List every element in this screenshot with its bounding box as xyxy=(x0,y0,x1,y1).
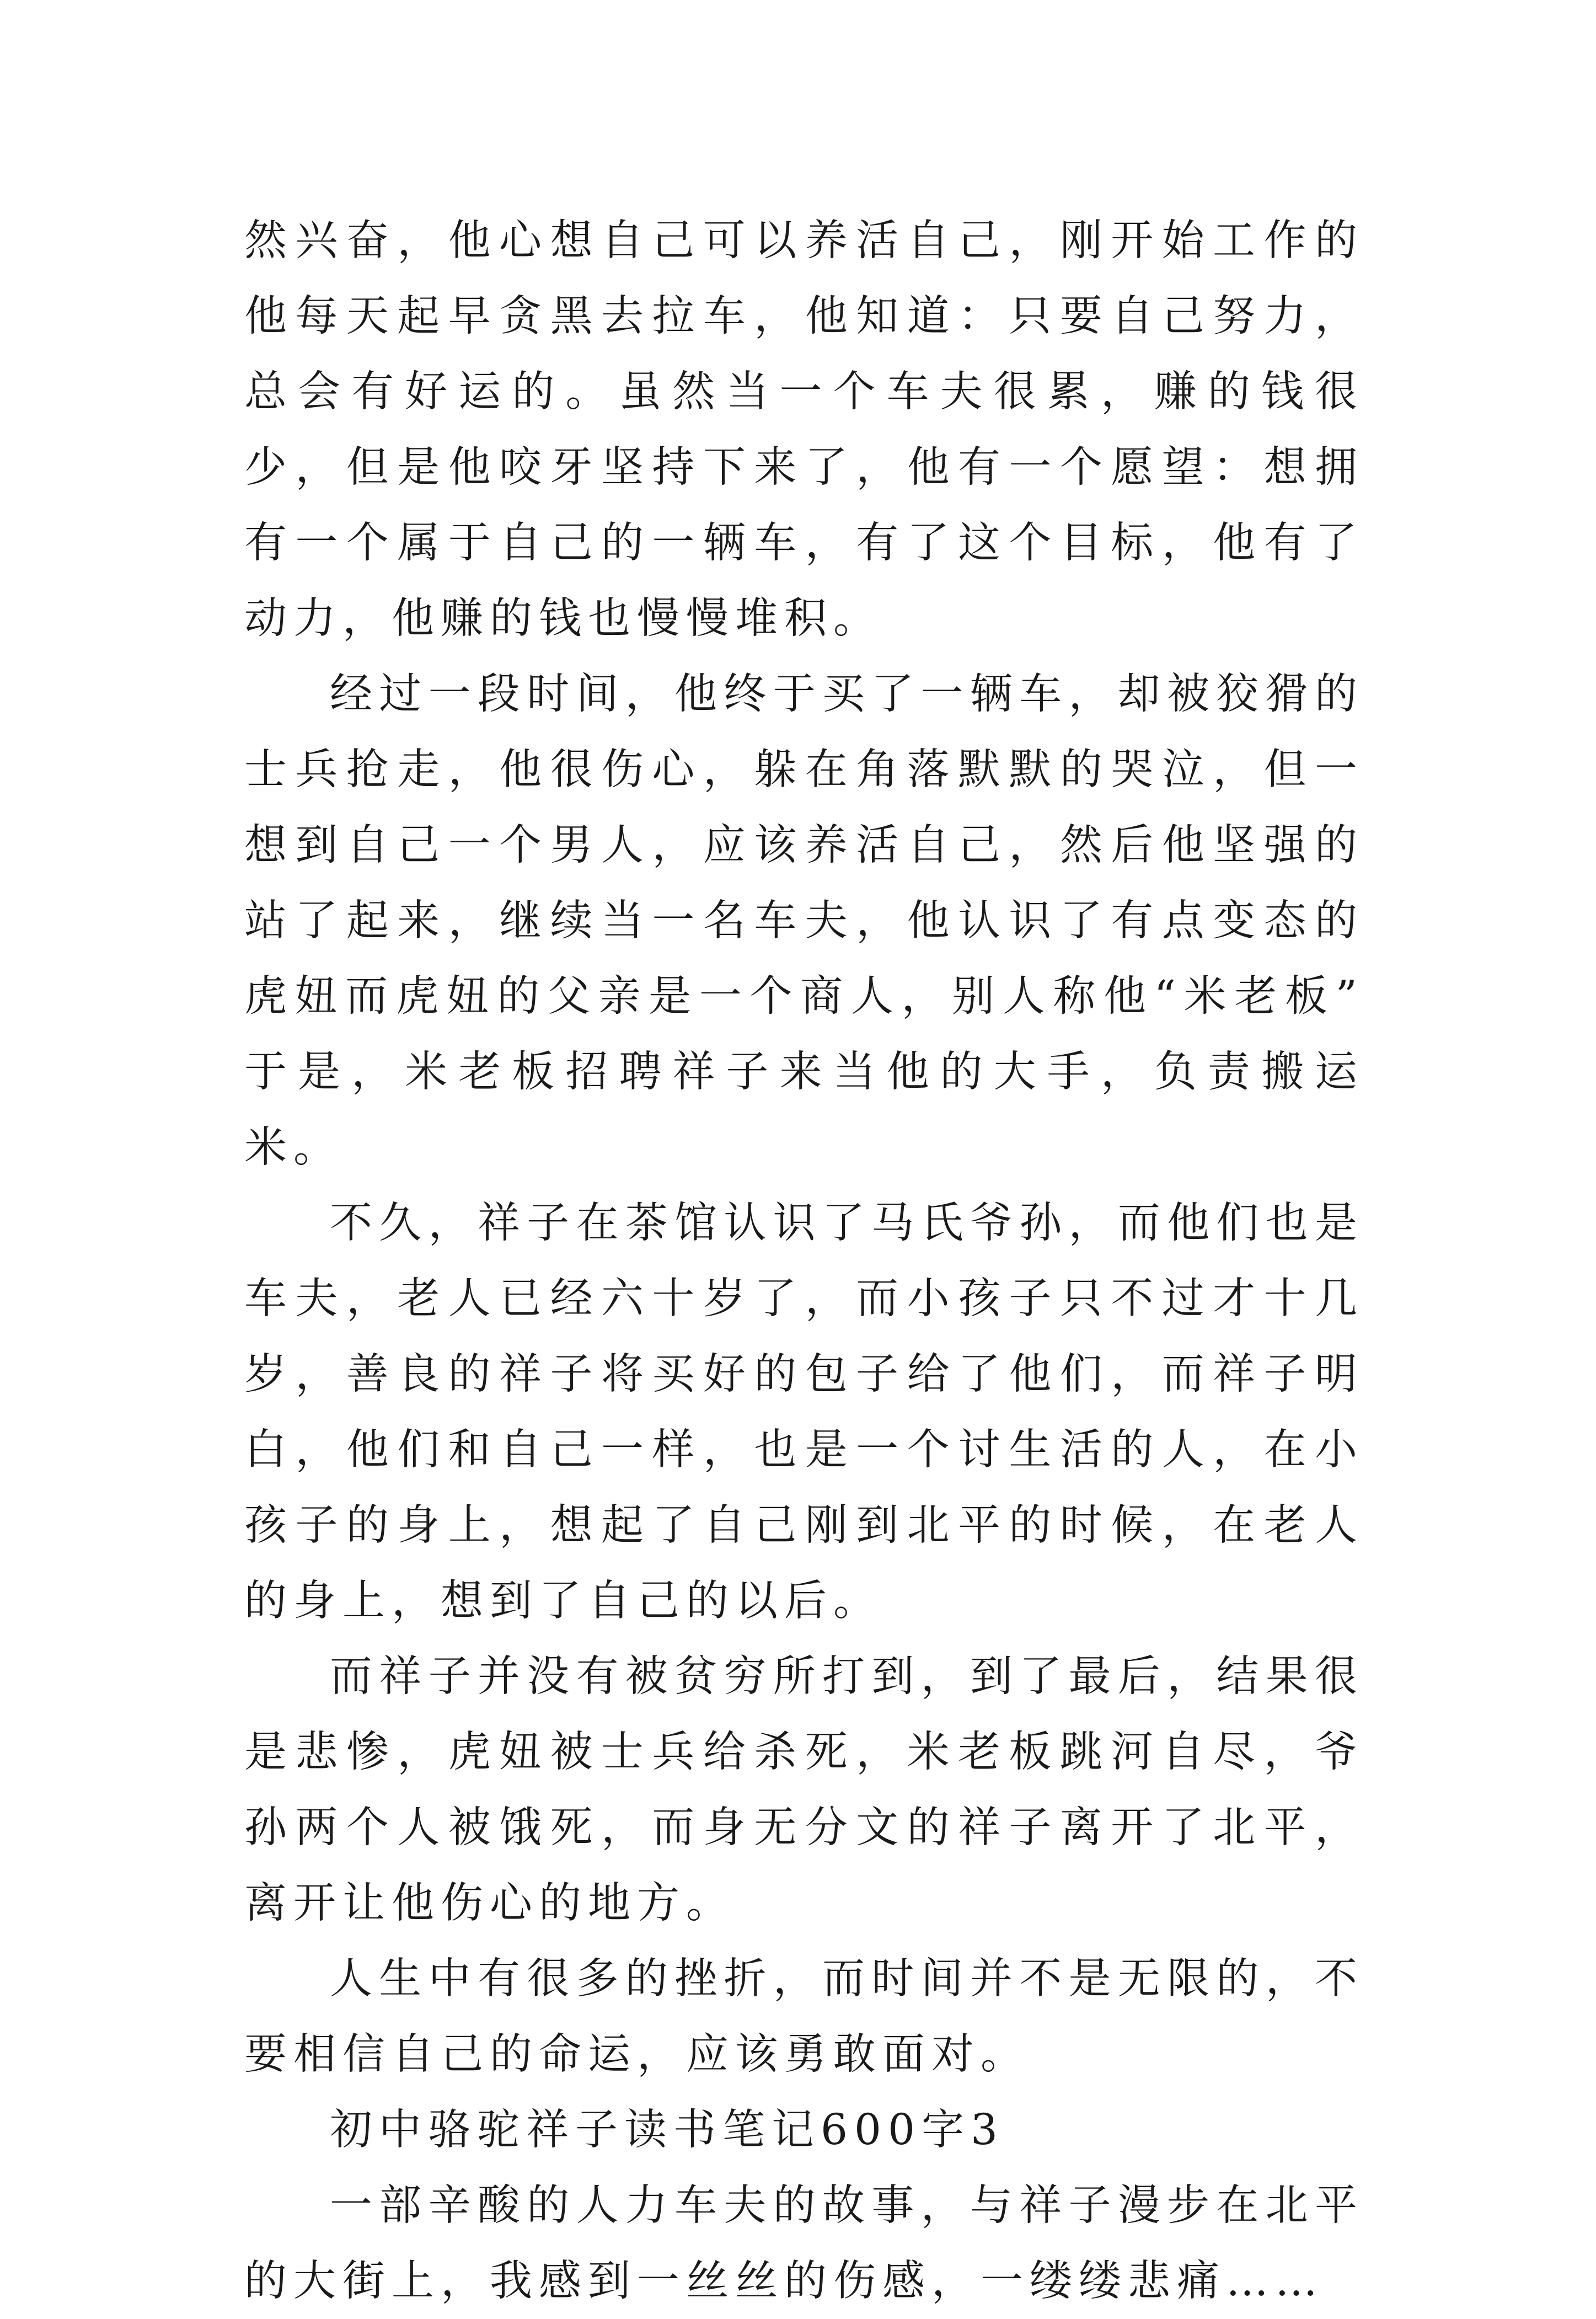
paragraph-3: 不久，祥子在茶馆认识了马氏爷孙，而他们也是车夫，老人已经六十岁了，而小孩子只不过才十几岁，善良的祥子将买好的包子给了他们，而祥子明白，他们和自己一样，也是一个讨生活的人，在小孩子的身上，想起了自己刚到北平的时候，在老人的身上，想到了自己的以后。 xyxy=(244,1199,1364,1626)
section-heading: 初中骆驼祥子读书笔记600字3 xyxy=(330,2106,1004,2155)
paragraph-5: 人生中有很多的挫折，而时间并不是无限的，不要相信自己的命运，应该勇敢面对。 xyxy=(244,1954,1364,2079)
paragraph-6: 一部辛酸的人力车夫的故事，与祥子漫步在北平的大街上，我感到一丝丝的伤感，一缕缕悲痛…… xyxy=(244,2181,1364,2306)
paragraph-4: 而祥子并没有被贫穷所打到，到了最后，结果很是悲惨，虎妞被士兵给杀死，米老板跳河自尽，爷孙两个人被饿死，而身无分文的祥子离开了北平，离开让他伤心的地方。 xyxy=(244,1652,1364,1928)
paragraph-1: 然兴奋，他心想自己可以养活自己，刚开始工作的他每天起早贪黑去拉车，他知道：只要自己努力，总会有好运的。虽然当一个车夫很累，赚的钱很少，但是他咬牙坚持下来了，他有一个愿望：想拥有一个属于自己的一辆车，有了这个目标，他有了动力，他赚的钱也慢慢堆积。 xyxy=(244,216,1364,643)
paragraph-2: 经过一段时间，他终于买了一辆车，却被狡猾的士兵抢走，他很伤心，躲在角落默默的哭泣，但一想到自己一个男人，应该养活自己，然后他坚强的站了起来，继续当一名车夫，他认识了有点变态的虎妞而虎妞的父亲是一个商人，别人称他“米老板” 于是，米老板招聘祥子来当他的大手，负责搬运米。 xyxy=(244,670,1364,1172)
document-body xyxy=(244,203,1364,2319)
